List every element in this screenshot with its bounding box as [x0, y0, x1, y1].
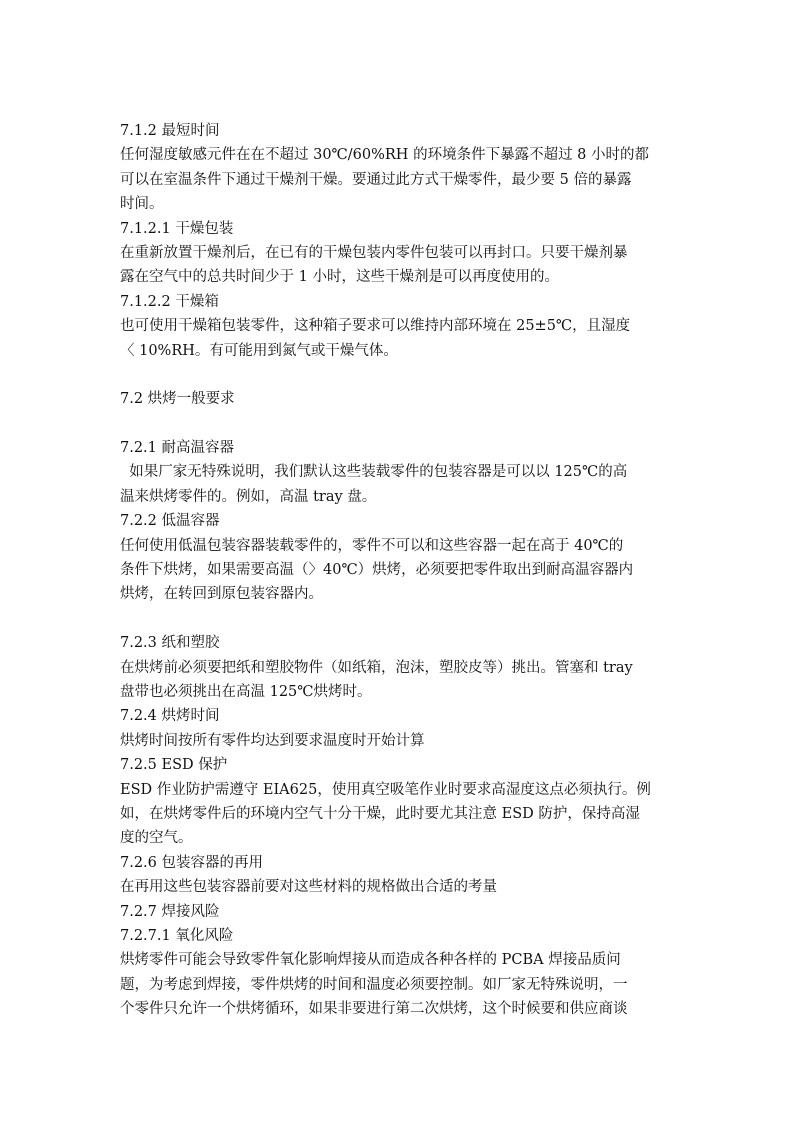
- paragraph-line: 在重新放置干燥剂后，在已有的干燥包装内零件包装可以再封口。只要干燥剂暴: [120, 244, 628, 261]
- paragraph-line: ESD 作业防护需遵守 EIA625，使用真空吸笔作业时要求高湿度这点必须执行。例: [120, 781, 651, 798]
- section-heading: 7.2.7.1 氧化风险: [120, 927, 234, 944]
- paragraph-line: 任何使用低温包装容器装载零件的，零件不可以和这些容器一起在高于 40℃的: [120, 537, 624, 554]
- paragraph-line: 也可使用干燥箱包装零件，这种箱子要求可以维持内部环境在 25±5℃，且湿度: [120, 318, 631, 335]
- paragraph-line: 如，在烘烤零件后的环境内空气十分干燥，此时要尤其注意 ESD 防护，保持高湿: [120, 805, 640, 822]
- paragraph-line: 烘烤时间按所有零件均达到要求温度时开始计算: [120, 732, 425, 749]
- blank-line: [120, 363, 686, 387]
- paragraph-line: 可以在室温条件下通过干燥剂干燥。要通过此方式干燥零件，最少要 5 倍的暴露: [120, 171, 632, 188]
- blank-line: [120, 607, 686, 631]
- section-heading: 7.2.5 ESD 保护: [120, 757, 228, 774]
- paragraph-line: 在烘烤前必须要把纸和塑胶物件（如纸箱，泡沫，塑胶皮等）挑出。管塞和 tray: [120, 659, 633, 676]
- paragraph-line: 〈 10%RH。有可能用到氮气或干燥气体。: [120, 342, 398, 359]
- section-heading: 7.1.2.1 干燥包装: [120, 220, 234, 237]
- paragraph-line: 盘带也必须挑出在高温 125℃烘烤时。: [120, 683, 372, 700]
- section-heading: 7.1.2 最短时间: [120, 123, 220, 139]
- section-heading: 7.2.1 耐高温容器: [120, 440, 235, 457]
- paragraph-line: 题，为考虑到焊接，零件烘烤的时间和温度必须要控制。如厂家无特殊说明，一: [120, 976, 628, 993]
- section-heading: 7.1.2.2 干燥箱: [120, 293, 219, 310]
- section-heading: 7.2.3 纸和塑胶: [120, 635, 220, 652]
- section-heading: 7.2 烘烤一般要求: [120, 391, 235, 408]
- section-heading: 7.2.7 焊接风险: [120, 903, 220, 920]
- paragraph-line: 在再用这些包装容器前要对这些材料的规格做出合适的考量: [120, 879, 497, 896]
- section-heading: 7.2.2 低温容器: [120, 513, 220, 530]
- page-content: [120, 119, 686, 1021]
- paragraph-line: 度的空气。: [120, 830, 193, 847]
- paragraph-line: 烘烤，在转回到原包装容器内。: [120, 586, 323, 603]
- paragraph-line: 任何湿度敏感元件在在不超过 30℃/60%RH 的环境条件下暴露不超过 8 小时的都: [120, 147, 650, 164]
- paragraph-line: 时间。: [120, 196, 164, 213]
- paragraph-line: 温来烘烤零件的。例如，高温 tray 盘。: [120, 488, 377, 505]
- blank-line: [120, 412, 686, 436]
- paragraph-line: 露在空气中的总共时间少于 1 小时，这些干燥剂是可以再度使用的。: [120, 269, 559, 286]
- section-heading: 7.2.6 包装容器的再用: [120, 854, 264, 871]
- section-heading: 7.2.4 烘烤时间: [120, 708, 220, 725]
- paragraph-line: 条件下烘烤，如果需要高温（〉40℃）烘烤，必须要把零件取出到耐高温容器内: [120, 562, 634, 579]
- paragraph-line: 如果厂家无特殊说明，我们默认这些装载零件的包装容器是可以以 125℃的高: [120, 464, 628, 481]
- paragraph-line: 烘烤零件可能会导致零件氧化影响焊接从而造成各种各样的 PCBA 焊接品质问: [120, 952, 621, 969]
- paragraph-line: 个零件只允许一个烘烤循环，如果非要进行第二次烘烤，这个时候要和供应商谈: [120, 1001, 628, 1018]
